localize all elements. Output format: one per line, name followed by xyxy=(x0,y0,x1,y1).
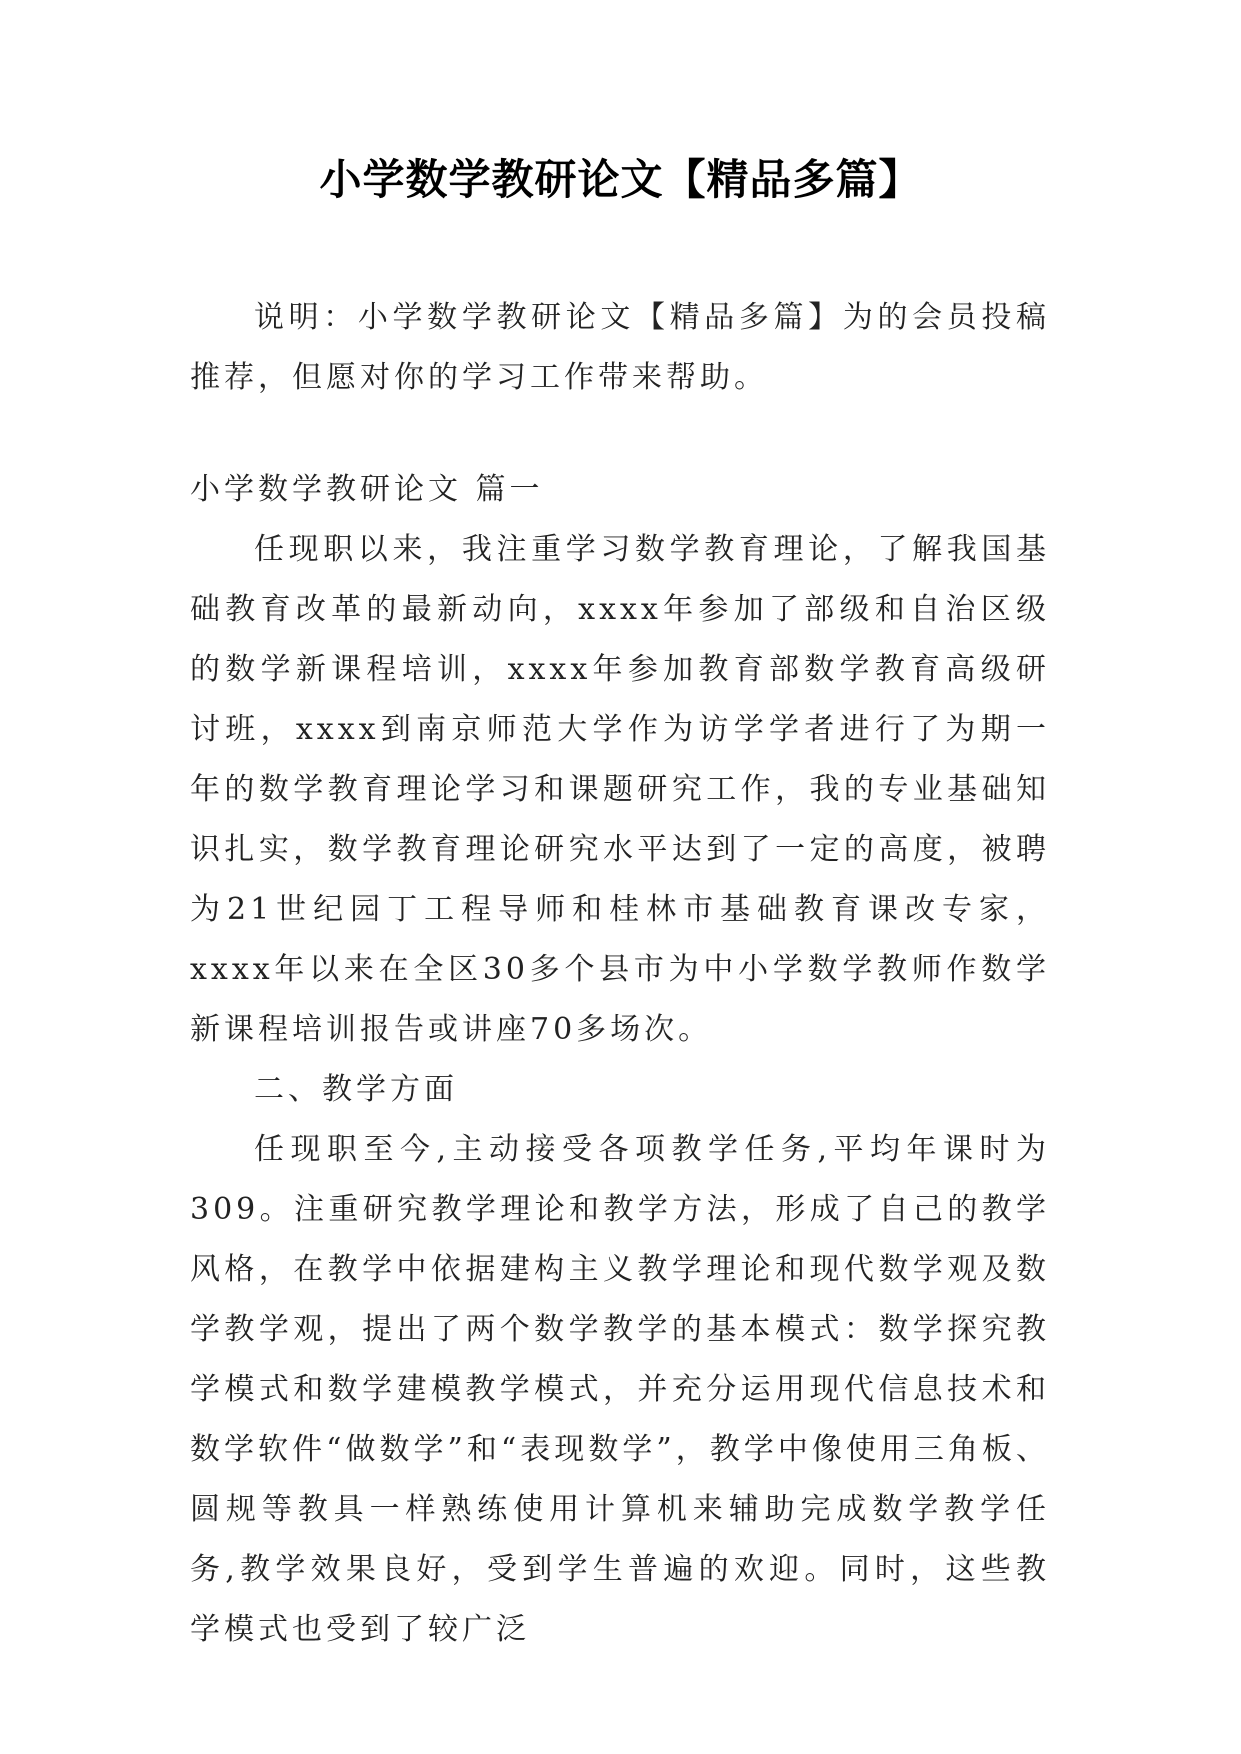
document-body xyxy=(190,520,1050,1660)
body-paragraph: 任现职以来，我注重学习数学教育理论，了解我国基础教育改革的最新动向，xxxx年参加了部级和自治区级的数学新课程培训，xxxx年参加教育部数学教育高级研讨班，xxxx到南京师范大学作为访学学者进行了为期一年的数学教育理论学习和课题研究工作，我的专业基础知识扎实，数学教育理论研究水平达到了一定的高度，被聘为21世纪园丁工程导师和桂林市基础教育课改专家，xxxx年以来在全区30多个县市为中小学数学教师作数学新课程培训报告或讲座70多场次。 xyxy=(190,532,1050,1047)
document-title: 小学数学教研论文【精品多篇】 xyxy=(319,155,922,204)
document-note xyxy=(190,288,1050,408)
section-heading-block xyxy=(190,460,1050,520)
subheading-paragraph: 二、教学方面 xyxy=(254,1072,458,1107)
section-heading: 小学数学教研论文 篇一 xyxy=(190,472,544,507)
note-paragraph: 说明：小学数学教研论文【精品多篇】为的会员投稿推荐，但愿对你的学习工作带来帮助。 xyxy=(190,300,1050,395)
body-paragraph: 任现职至今,主动接受各项教学任务,平均年课时为309。注重研究教学理论和教学方法，形成了自己的教学风格，在教学中依据建构主义教学理论和现代数学观及数学教学观，提出了两个数学教学的基本模式：数学探究教学模式和数学建模教学模式，并充分运用现代信息技术和数学软件“做数学”和“表现数学”，教学中像使用三角板、圆规等教具一样熟练使用计算机来辅助完成数学教学任务,教学效果良好，受到学生普遍的欢迎。同时，这些教学模式也受到了较广泛 xyxy=(190,1132,1050,1647)
